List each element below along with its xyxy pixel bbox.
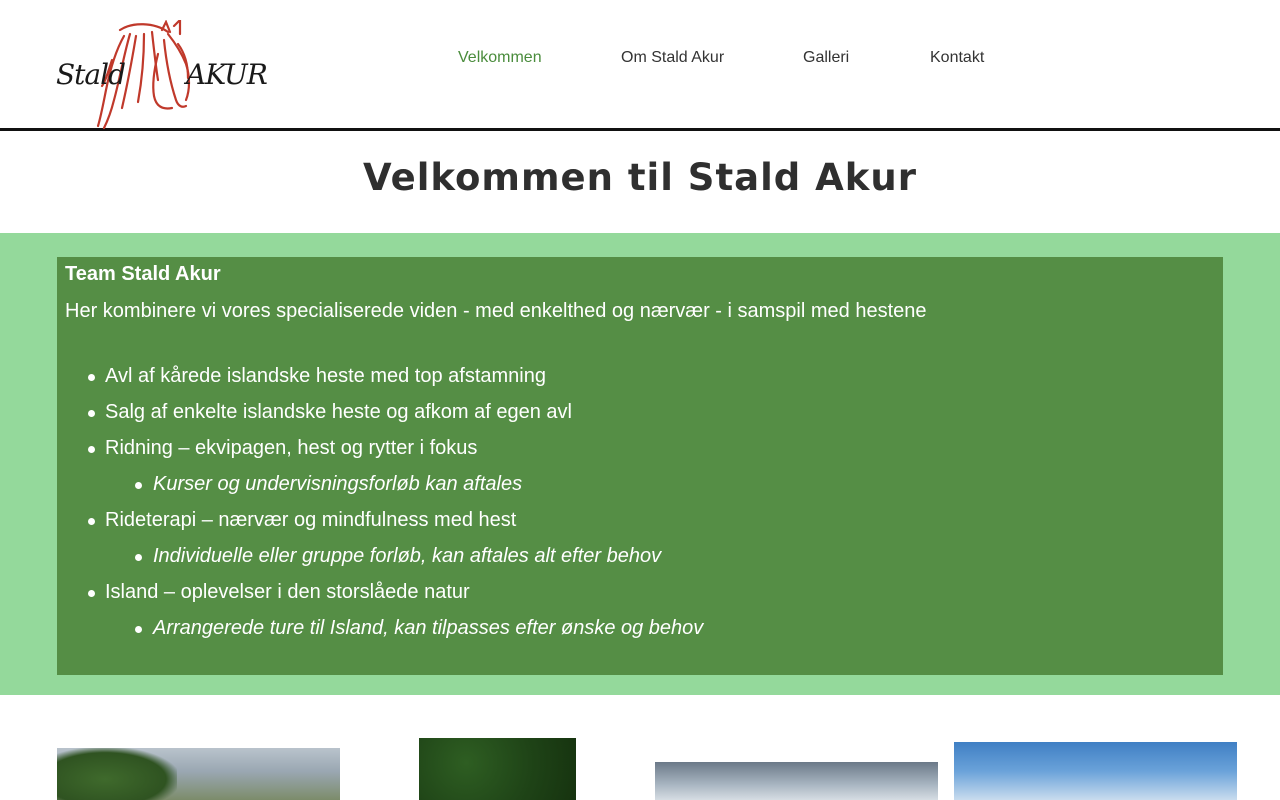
list-item-text: Ridning – ekvipagen, hest og rytter i fokus bbox=[105, 437, 478, 459]
info-intro: Her kombinere vi vores specialiserede viden - med enkelthed og nærvær - i samspil med hestene bbox=[65, 300, 927, 322]
bullet-icon bbox=[88, 446, 95, 453]
bullet-icon bbox=[88, 518, 95, 525]
site-header bbox=[0, 0, 1280, 131]
sub-list-item bbox=[153, 617, 703, 640]
sub-list-item-text: Arrangerede ture til Island, kan tilpasses efter ønske og behov bbox=[153, 617, 704, 639]
list-item-text: Island – oplevelser i den storslåede natur bbox=[105, 581, 470, 603]
list-item bbox=[105, 581, 470, 604]
gallery-photo[interactable] bbox=[655, 762, 938, 800]
nav-item-kontakt[interactable]: Kontakt bbox=[930, 49, 985, 66]
info-box bbox=[57, 257, 1223, 675]
sub-list-item-text: Kurser og undervisningsforløb kan aftales bbox=[153, 473, 523, 495]
list-item bbox=[105, 365, 546, 388]
list-item-text: Avl af kårede islandske heste med top afstamning bbox=[105, 365, 546, 387]
gallery-photo[interactable] bbox=[57, 748, 340, 800]
list-item bbox=[105, 437, 477, 460]
list-item bbox=[105, 401, 572, 424]
page-title: Velkommen til Stald Akur bbox=[363, 156, 917, 199]
bullet-icon bbox=[88, 374, 95, 381]
bullet-icon bbox=[135, 482, 142, 489]
sub-list-item-text: Individuelle eller gruppe forløb, kan aftales alt efter behov bbox=[153, 545, 662, 567]
sub-list-item bbox=[153, 473, 522, 496]
gallery-photo[interactable] bbox=[954, 742, 1237, 800]
logo-word-stald: Stald bbox=[56, 58, 126, 91]
photo-gallery-strip bbox=[0, 695, 1280, 800]
nav-item-galleri[interactable]: Galleri bbox=[803, 49, 850, 66]
logo-word-akur: AKUR bbox=[186, 58, 267, 91]
list-item-text: Rideterapi – nærvær og mindfulness med hest bbox=[105, 509, 517, 531]
list-item bbox=[105, 509, 516, 532]
nav-item-om-stald-akur[interactable]: Om Stald Akur bbox=[621, 49, 725, 66]
info-heading: Team Stald Akur bbox=[65, 263, 221, 285]
sub-list-item bbox=[153, 545, 661, 568]
gallery-photo[interactable] bbox=[419, 738, 576, 800]
main-nav bbox=[0, 49, 1280, 73]
list-item-text: Salg af enkelte islandske heste og afkom af egen avl bbox=[105, 401, 572, 423]
bullet-icon bbox=[88, 410, 95, 417]
services-list bbox=[57, 257, 1223, 675]
bullet-icon bbox=[135, 626, 142, 633]
nav-item-velkommen[interactable]: Velkommen bbox=[458, 49, 542, 66]
site-logo[interactable] bbox=[56, 20, 267, 130]
bullet-icon bbox=[88, 590, 95, 597]
bullet-icon bbox=[135, 554, 142, 561]
